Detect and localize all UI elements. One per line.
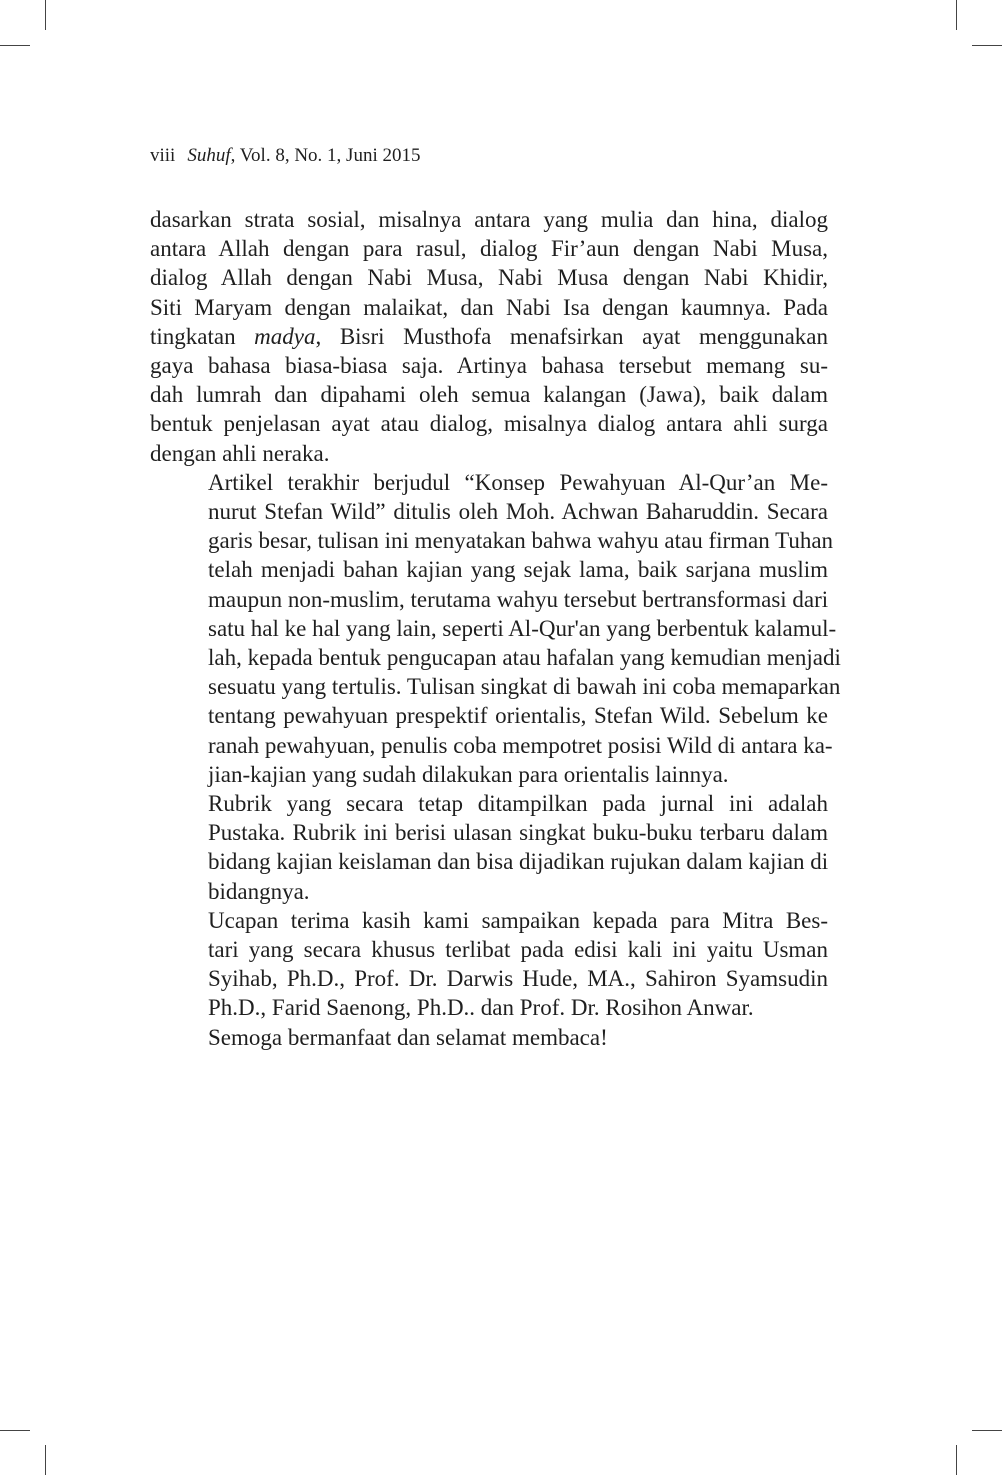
text-line: dialog Allah dengan Nabi Musa, Nabi Musa dengan Nabi Khidir, (150, 265, 828, 291)
paragraph-3 (150, 789, 828, 906)
text-line: Syihab, Ph.D., Prof. Dr. Darwis Hude, MA., Sahiron Syamsudin (208, 966, 828, 992)
crop-mark-top-left (45, 0, 46, 30)
crop-mark-bottom-left (45, 1445, 46, 1475)
text-line: bentuk penjelasan ayat atau dialog, misalnya dialog antara ahli surga (150, 411, 828, 437)
issue-details: , Vol. 8, No. 1, Juni 2015 (230, 145, 421, 166)
text-line: Ph.D., Farid Saenong, Ph.D.. dan Prof. Dr. Rosihon Anwar. (208, 995, 754, 1021)
text-line: garis besar, tulisan ini menyatakan bahwa wahyu atau firman Tuhan (208, 528, 834, 554)
text-line: Ucapan terima kasih kami sampaikan kepada para Mitra Bes- (208, 907, 828, 933)
text-line: telah menjadi bahan kajian yang sejak lama, baik sarjana muslim (208, 557, 828, 583)
text-line: Artikel terakhir berjudul “Konsep Pewahyuan Al-Qur’an Me- (208, 469, 828, 495)
paragraph-4 (150, 906, 828, 1023)
text-line: gaya bahasa biasa-biasa saja. Artinya bahasa tersebut memang su- (150, 353, 828, 379)
text-line: tentang pewahyuan prespektif orientalis, Stefan Wild. Sebelum ke (208, 703, 828, 729)
text-line: nurut Stefan Wild” ditulis oleh Moh. Achwan Baharuddin. Secara (208, 499, 828, 525)
crop-mark-top-left-h (0, 45, 30, 46)
crop-mark-bottom-left-h (0, 1430, 30, 1431)
text-line: maupun non-muslim, terutama wahyu tersebut bertransformasi dari (208, 586, 829, 612)
text-line: Semoga bermanfaat dan selamat membaca! (208, 1024, 608, 1050)
body-text (150, 205, 841, 1052)
text-line: bidangnya. (208, 878, 310, 904)
running-head (150, 144, 420, 168)
text-line: satu hal ke hal yang lain, seperti Al-Qur'an yang berbentuk kalamul- (208, 615, 837, 641)
text-line: Rubrik yang secara tetap ditampilkan pada jurnal ini adalah (208, 791, 828, 817)
text-line: dengan ahli neraka. (150, 440, 330, 466)
text-line: lah, kepada bentuk pengucapan atau hafalan yang kemudian menjadi (208, 645, 841, 671)
text-line: antara Allah dengan para rasul, dialog Fir’aun dengan Nabi Musa, (150, 236, 828, 262)
text-line: tingkatan madya, Bisri Musthofa menafsirkan ayat menggunakan (150, 323, 829, 349)
crop-mark-bottom-right (956, 1445, 957, 1475)
text-line: jian-kajian yang sudah dilakukan para orientalis lainnya. (208, 761, 729, 787)
page-number: viii (150, 145, 176, 166)
paragraph-5 (150, 1023, 828, 1052)
text-line: ranah pewahyuan, penulis coba mempotret posisi Wild di antara ka- (208, 732, 833, 758)
text-line: Pustaka. Rubrik ini berisi ulasan singkat buku-buku terbaru dalam (208, 820, 828, 846)
crop-mark-bottom-right-h (972, 1430, 1002, 1431)
text-line: dah lumrah dan dipahami oleh semua kalangan (Jawa), baik dalam (150, 382, 828, 408)
text-line: tari yang secara khusus terlibat pada edisi kali ini yaitu Usman (208, 937, 828, 963)
journal-title: Suhuf (187, 145, 231, 166)
crop-mark-top-right (956, 0, 957, 30)
text-line: bidang kajian keislaman dan bisa dijadikan rujukan dalam kajian di (208, 849, 829, 875)
text-line: Siti Maryam dengan malaikat, dan Nabi Isa dengan kaumnya. Pada (150, 294, 828, 320)
paragraph-1 (150, 205, 828, 468)
crop-mark-top-right-h (972, 45, 1002, 46)
text-line: dasarkan strata sosial, misalnya antara yang mulia dan hina, dialog (150, 207, 828, 232)
paragraph-2 (150, 468, 841, 789)
text-line: sesuatu yang tertulis. Tulisan singkat di bawah ini coba memaparkan (208, 674, 841, 700)
